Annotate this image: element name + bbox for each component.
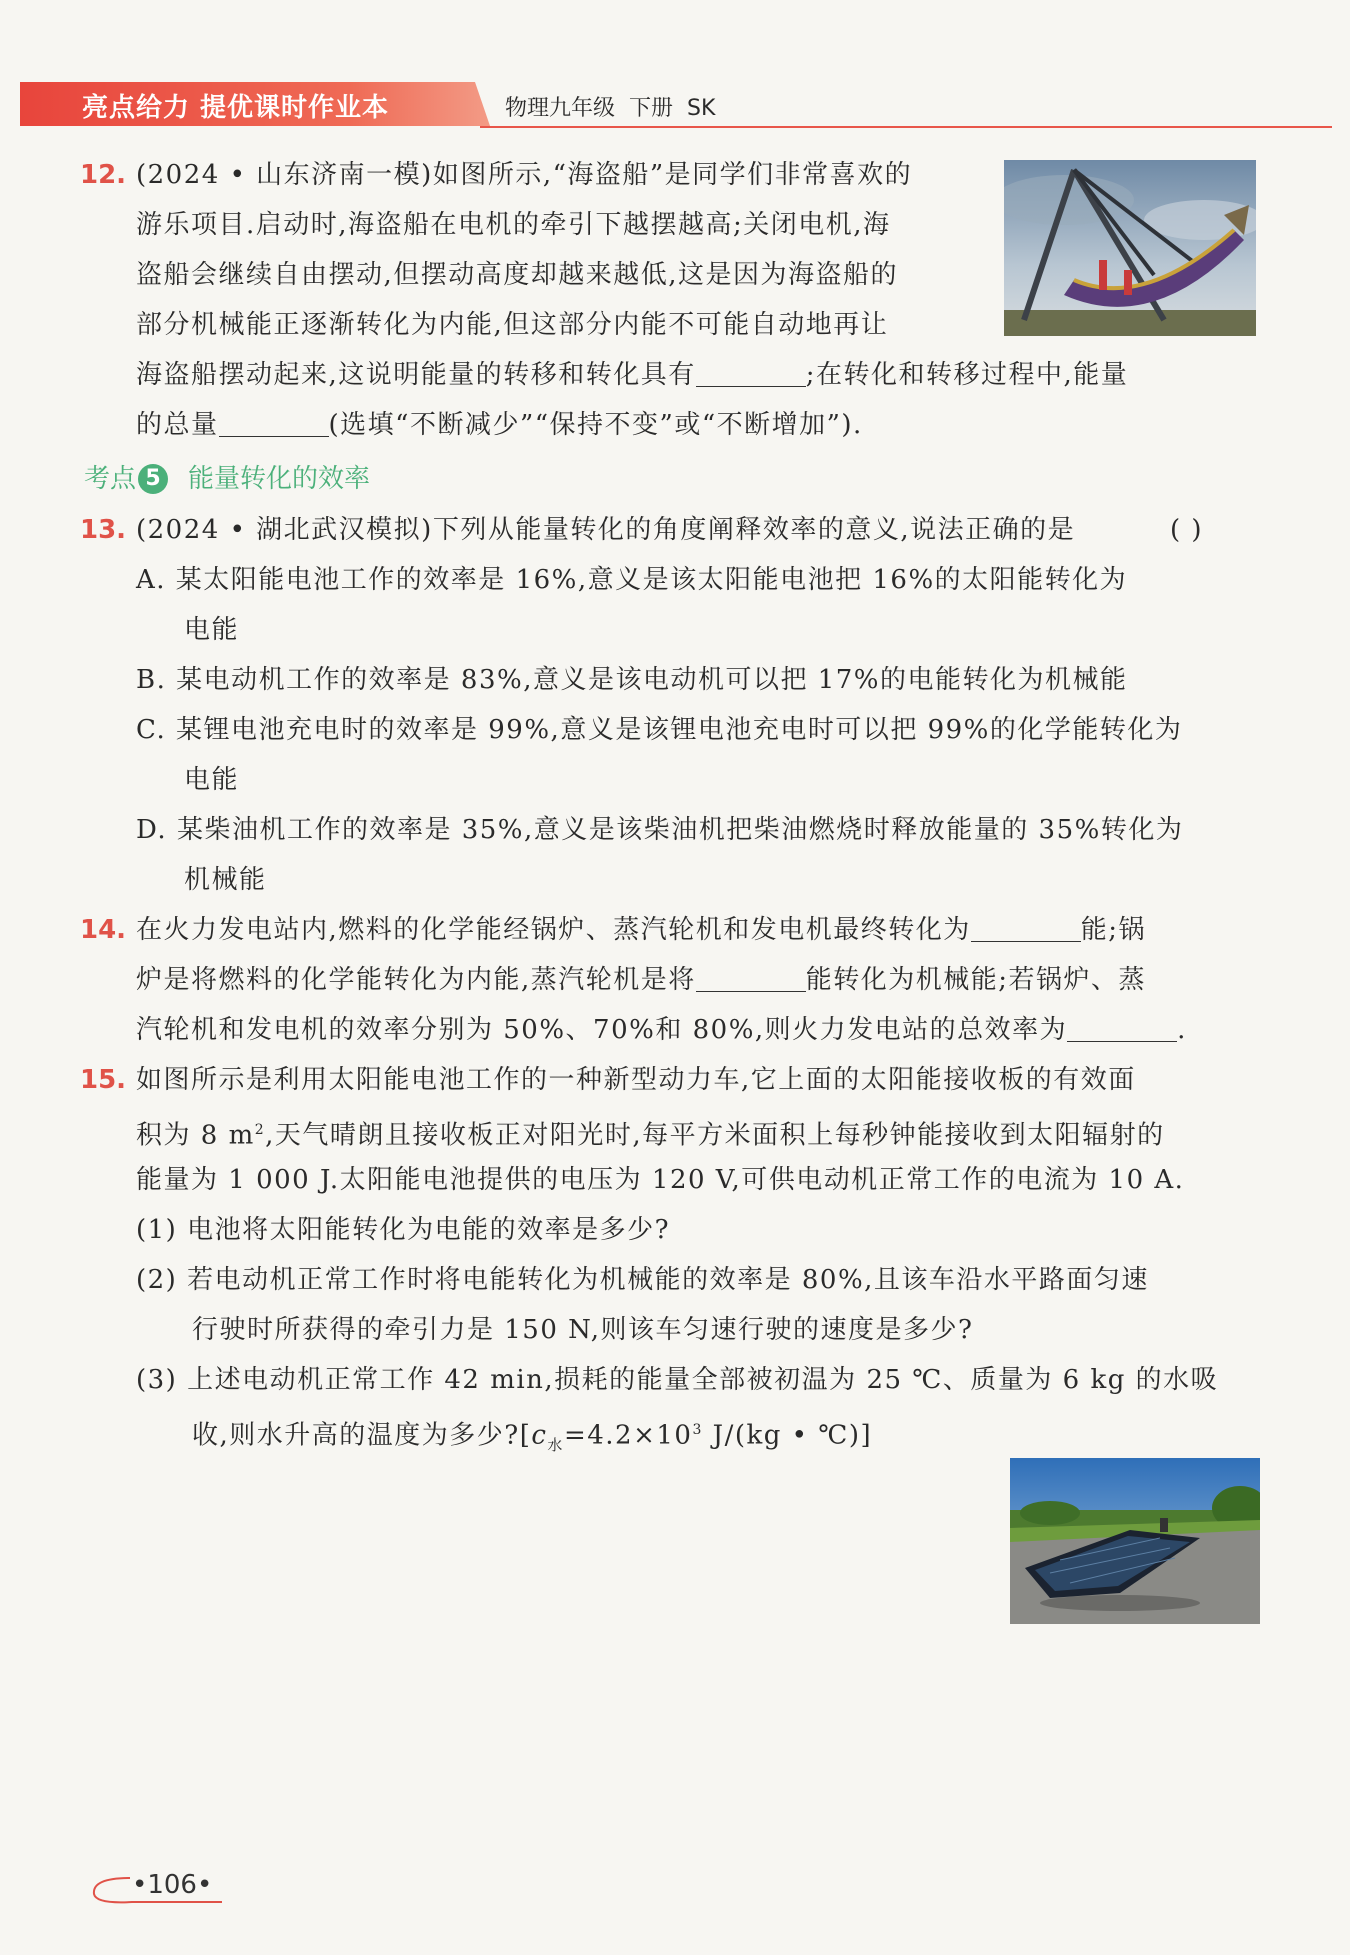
q12-line-2: 游乐项目.启动时,海盗船在电机的牵引下越摆越高;关闭电机,海 (136, 210, 891, 240)
q15-text: ,天气晴朗且接收板正对阳光时,每平方米面积上每秒钟能接收到太阳辐射的 (265, 1120, 1165, 1151)
q12-line-1: (2024 • 山东济南一模)如图所示,“海盗船”是同学们非常喜欢的 (136, 160, 913, 190)
question-number: 13. (80, 515, 127, 545)
q14-line-3 (136, 1005, 1187, 1055)
option-a[interactable]: A. 某太阳能电池工作的效率是 16%,意义是该太阳能电池把 16%的太阳能转化为 (136, 565, 1128, 595)
q14-text: . (1177, 1015, 1187, 1045)
q12-text: 的总量 (136, 410, 219, 440)
q15-line-2 (136, 1105, 1165, 1161)
header-rule (480, 126, 1332, 128)
page-number: •106• (132, 1870, 213, 1900)
page-footer (92, 1870, 224, 1910)
q14-line-1 (136, 905, 1146, 955)
q14-text: 汽轮机和发电机的效率分别为 50%、70%和 80%,则火力发电站的总效率为 (136, 1015, 1068, 1045)
section-title: 能量转化的效率 (188, 464, 371, 494)
option-c[interactable]: C. 某锂电池充电时的效率是 99%,意义是该锂电池充电时可以把 99%的化学能转化为 (136, 715, 1183, 745)
q15-text: =4.2×10 (563, 1420, 693, 1451)
q15-line-1: 如图所示是利用太阳能电池工作的一种新型动力车,它上面的太阳能接收板的有效面 (136, 1065, 1136, 1095)
page-header (20, 82, 1332, 128)
answer-blank[interactable] (219, 406, 329, 437)
q13-stem: (2024 • 湖北武汉模拟)下列从能量转化的角度阐释效率的意义,说法正确的是 (136, 515, 1076, 545)
q15-sub-1: (1) 电池将太阳能转化为电能的效率是多少? (136, 1215, 671, 1245)
superscript: 3 (692, 1422, 703, 1438)
q14-text: 炉是将燃料的化学能转化为内能,蒸汽轮机是将 (136, 965, 696, 995)
section-heading (84, 458, 370, 495)
answer-blank[interactable] (696, 961, 806, 992)
superscript: 2 (254, 1122, 266, 1138)
answer-blank[interactable] (696, 356, 806, 387)
symbol-c: c (531, 1420, 548, 1451)
question-number: 15. (80, 1065, 127, 1095)
q12-text: (选填“不断减少”“保持不变”或“不断增加”). (328, 410, 863, 440)
q12-line-4: 部分机械能正逐渐转化为内能,但这部分内能不可能自动地再让 (136, 310, 889, 340)
q14-text: 能转化为机械能;若锅炉、蒸 (805, 965, 1147, 995)
q12-text: ;在转化和转移过程中,能量 (805, 360, 1129, 390)
answer-blank[interactable] (971, 911, 1081, 942)
q12-line-5 (136, 350, 1128, 400)
option-c-cont: 电能 (184, 765, 240, 795)
q15-line-3: 能量为 1 000 J.太阳能电池提供的电压为 120 V,可供电动机正常工作的电流为 10 A. (136, 1165, 1185, 1195)
series-title: 亮点给力 提优课时作业本 (82, 93, 390, 123)
q15-sub-3-cont (192, 1405, 872, 1470)
q15-text: 积为 8 m (136, 1120, 255, 1151)
subscript: 水 (547, 1435, 564, 1454)
answer-paren[interactable]: ( ) (1170, 515, 1204, 545)
q14-text: 能;锅 (1080, 915, 1147, 945)
option-d[interactable]: D. 某柴油机工作的效率是 35%,意义是该柴油机把柴油燃烧时释放能量的 35%转化为 (136, 815, 1184, 845)
q12-text: 海盗船摆动起来,这说明能量的转移和转化具有 (136, 360, 696, 390)
q14-text: 在火力发电站内,燃料的化学能经锅炉、蒸汽轮机和发电机最终转化为 (136, 915, 971, 945)
option-a-cont: 电能 (184, 615, 240, 645)
q12-line-3: 盗船会继续自由摆动,但摆动高度却越来越低,这是因为海盗船的 (136, 260, 899, 290)
q15-text: J/(kg • ℃)] (702, 1420, 873, 1451)
q12-line-6 (136, 400, 863, 450)
section-label: 考点 (84, 464, 137, 494)
subject-label: 物理九年级 下册 SK (505, 96, 716, 121)
section-number-badge: 5 (138, 464, 168, 494)
q15-sub-3: (3) 上述电动机正常工作 42 min,损耗的能量全部被初温为 25 ℃、质量为 6 kg 的水吸 (136, 1365, 1219, 1395)
solar-car-photo (1010, 1458, 1260, 1624)
option-d-cont: 机械能 (184, 865, 267, 895)
q15-text: 收,则水升高的温度为多少?[ (192, 1420, 532, 1451)
q14-line-2 (136, 955, 1146, 1005)
question-number: 12. (80, 160, 127, 190)
option-b[interactable]: B. 某电动机工作的效率是 83%,意义是该电动机可以把 17%的电能转化为机械能 (136, 665, 1128, 695)
pirate-ship-photo (1004, 160, 1256, 336)
q15-sub-2-cont: 行驶时所获得的牵引力是 150 N,则该车匀速行驶的速度是多少? (192, 1315, 974, 1345)
question-number: 14. (80, 915, 127, 945)
answer-blank[interactable] (1067, 1011, 1177, 1042)
q15-sub-2: (2) 若电动机正常工作时将电能转化为机械能的效率是 80%,且该车沿水平路面匀速 (136, 1265, 1149, 1295)
